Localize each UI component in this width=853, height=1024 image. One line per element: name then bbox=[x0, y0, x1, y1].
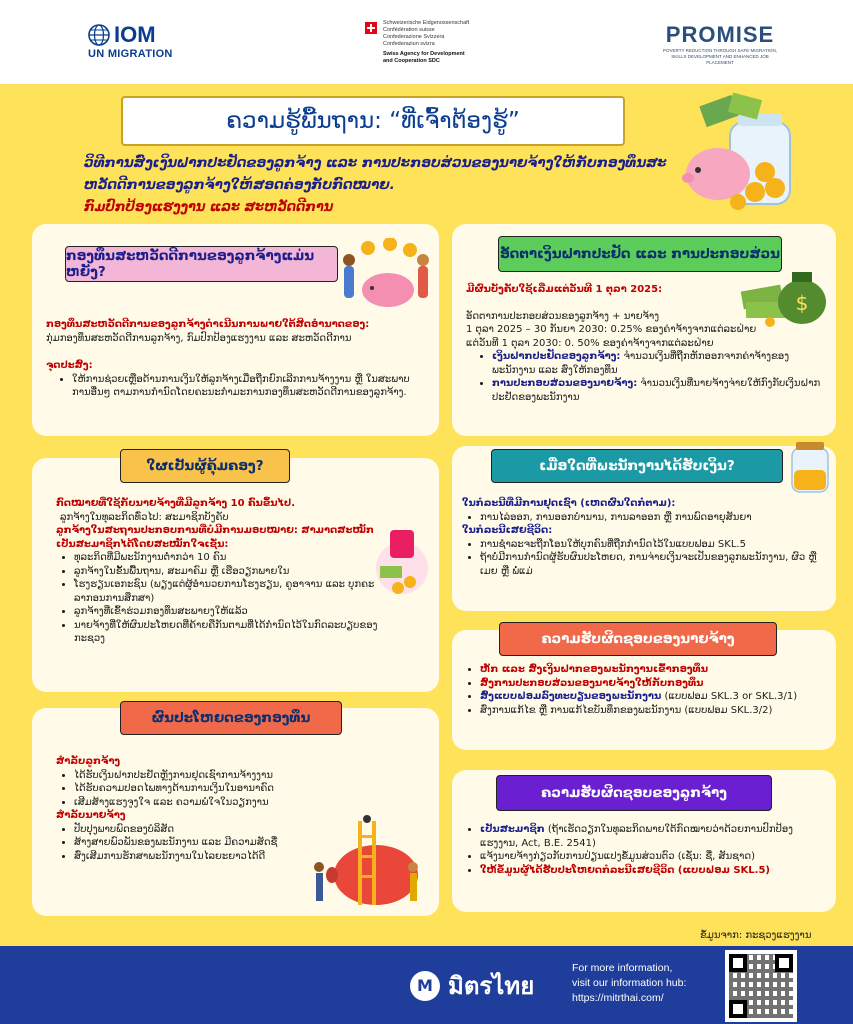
list-item: • ໂຮງຮຽນເອກະຊົນ (ພຽງແຕ່ຜູ້ອຳນວຍການໂຮງຮຽນ, ຄູອາຈານ ແລະ ບຸກຄະລາກອນການສຶກສາ) bbox=[74, 578, 386, 605]
swiss-line: Confederaziun svizra bbox=[383, 41, 435, 47]
page-title: ຄວາມຮູ້ພື້ນຖານ: “ທີ່ເຈົ້າຕ້ອງຮູ້” bbox=[226, 108, 520, 134]
list-item: • ການຊຳລະຈະຖືກໂອນໃຫ້ບຸກຄົນທີ່ຖືກກຳນົດໄວ້ໃນແບບຟອມ SKL.5 bbox=[480, 538, 824, 552]
card2-rate-line: ອັດຕາການປະກອບສ່ວນຂອງລູກຈ້າງ + ນາຍຈ້າງ bbox=[466, 310, 660, 322]
list-item: • ປັບປຸງພາບພົດຂອງບໍລິສັດ bbox=[74, 823, 316, 837]
iom-subtitle: UN MIGRATION bbox=[88, 48, 173, 60]
department-name: ກົມປົກປ້ອງແຮງງານ ແລະ ສະຫວັດດີການ bbox=[84, 200, 334, 215]
list-item: • ສົ່ງການແກ້ໄຂ ຫຼື ການແກ້ໄຂບັນທຶກຂອງພະນັກງານ (ແບບຟອມ SKL.3/2) bbox=[480, 704, 824, 718]
list-item: • ສົ່ງເສີມການຮັກສາພະນັກງານໃນໄລຍະຍາວໄດ້ດີ bbox=[74, 850, 316, 864]
piggy-bank-jar-illustration bbox=[680, 92, 810, 214]
card6-title-text: ຜົນປະໂຫຍດຂອງກອງທຶນ bbox=[151, 710, 311, 726]
footer-info-line: For more information, bbox=[572, 962, 673, 974]
promise-sub: SKILLS DEVELOPMENT AND ENHANCED JOB PLACEMENT bbox=[671, 54, 769, 65]
card2-body bbox=[466, 283, 821, 404]
card3-body bbox=[56, 497, 386, 646]
card4-death-label: ໃນກໍລະນີເສຍຊີວິດ: bbox=[462, 525, 553, 536]
card1-authority-text: ກຸ່ມກອງທຶນສະຫວັດດີການລູກຈ້າງ, ກົມປົກປ້ອງແຮງງານ ແລະ ສະຫວັດດີການ bbox=[46, 332, 352, 344]
card7-title-text: ຄວາມຮັບຜິດຊອບຂອງລູກຈ້າງ bbox=[541, 785, 727, 801]
card6-body bbox=[56, 755, 316, 863]
qr-code[interactable] bbox=[725, 950, 797, 1022]
swiss-line: Confédération suisse bbox=[383, 27, 435, 33]
list-item: • ໃຫ້ຂໍ້ມູນຜູ້ໄດ້ຮັບປະໂຫຍດກໍລະນີເສຍຊີວິດ (ແບບຟອມ SKL.5) bbox=[480, 864, 824, 878]
list-item: • ເປັນສະມາຊິກ (ຖ້າເຮັດວຽກໃນທຸລະກິດພາຍໃຕ້ກົດໝາຍວ່າດ້ວຍການປົກປ້ອງແຮງງານ, Act, B.E. 2541) bbox=[480, 823, 824, 850]
list-item: • ນາຍຈ້າງທີ່ໃຫ້ຜົນປະໂຫຍດທີ່ຄ້າຍຄືກັນຕາມທີ່ໄດ້ກຳນົດໄວ້ໃນກົດລະບຽບຂອງກະຊວງ bbox=[74, 619, 386, 646]
card5-title bbox=[499, 622, 777, 656]
swiss-agency: and Cooperation SDC bbox=[383, 58, 440, 64]
card2-effective-label: ມີຜົນບັງຄັບໃຊ້ເລີ່ມແຕ່ວັນທີ 1 ຕຸລາ 2025: bbox=[466, 284, 663, 295]
list-item: • ການໄລ່ອອກ, ການອອກບໍານານ, ການລາອອກ ຫຼື ການພົດອາຍຸສັນຍາ bbox=[480, 511, 824, 525]
list-item: • ສົ່ງແບບຟອມລົງທະບຽນຂອງພະນັກງານ (ແບບຟອມ SKL.3 or SKL.3/1) bbox=[480, 690, 824, 704]
swiss-logo bbox=[365, 20, 469, 65]
list-item: • ເສີມສ້າງແຮງຈູງໃຈ ແລະ ຄວາມພໍໃຈໃນວຽກງານ bbox=[74, 796, 316, 810]
savings-jar-icon bbox=[788, 440, 832, 496]
card7-title bbox=[496, 775, 772, 811]
card4-body bbox=[462, 497, 824, 578]
card4-termination-label: ໃນກໍລະນີທີ່ມີການຢຸດເຊົາ (ເຫດຜົນໃດກໍ່ຕາມ): bbox=[462, 498, 676, 509]
card1-title bbox=[65, 246, 338, 282]
piggy-ladder-illustration bbox=[306, 815, 434, 911]
mitrthai-logo bbox=[410, 966, 534, 1005]
un-globe-icon bbox=[88, 24, 110, 46]
swiss-agency: Swiss Agency for Development bbox=[383, 51, 465, 57]
footer-info-line: visit our information hub: bbox=[572, 977, 687, 989]
card6-title bbox=[120, 701, 342, 735]
promise-sub: POVERTY REDUCTION THROUGH SAFE MIGRATION, bbox=[663, 48, 777, 53]
qr-finder bbox=[729, 1000, 747, 1018]
list-item: • ການປະກອບສ່ວນຂອງນາຍຈ້າງ: ຈຳນວນເງິນທີ່ນາຍຈ້າງຈ່າຍໃຫ້ກົງກັບເງິນຝາກປະຢັດຂອງພະນັກງານ bbox=[492, 377, 821, 404]
card3-general: ລູກຈ້າງໃນທຸລະກິດທົ່ວໄປ: ສະມາຊິກບັງຄັບ bbox=[60, 511, 229, 523]
card2-rate-line: ແຕ່ວັນທີ 1 ຕຸລາ 2030: 0. 50% ຂອງຄ່າຈ້າງຈາກແຕ່ລະຝ່າຍ bbox=[466, 337, 714, 349]
list-item: • ທຸລະກິດທີ່ມີພະນັກງານຕ່ຳກວ່າ 10 ຄົນ bbox=[74, 551, 386, 565]
qr-finder bbox=[729, 954, 747, 972]
list-item: • ສົ່ງການປະກອບສ່ວນຂອງນາຍຈ້າງໃຫ້ກັບກອງທຶນ bbox=[480, 677, 824, 691]
card3-title bbox=[120, 449, 290, 483]
mitrthai-logo-icon: M bbox=[410, 971, 440, 1001]
swiss-flag-icon bbox=[365, 22, 377, 34]
header-bar bbox=[0, 0, 853, 84]
footer-link[interactable]: https://mitrthai.com/ bbox=[572, 992, 664, 1004]
promise-name: PROMISE bbox=[665, 22, 775, 47]
page-title-box bbox=[121, 96, 625, 146]
card3-title-text: ໃຜເປັນຜູ້ຄຸ້ມຄອງ? bbox=[146, 458, 264, 474]
list-item: • ໄດ້ຮັບຄວາມປອດໄພທາງດ້ານການເງິນໃນອານາຄົດ bbox=[74, 782, 316, 796]
card1-title-text: ກອງທຶນສະຫວັດດີການຂອງລູກຈ້າງແມ່ນຫຍັງ? bbox=[66, 248, 315, 280]
card2-title-text: ອັດຕາເງິນຝາກປະຢັດ ແລະ ການປະກອບສ່ວນ bbox=[500, 246, 780, 262]
list-item: • ລູກຈ້າງໃນຂັ້ນພື້ນຖານ, ສະມາຄົມ ຫຼື ເຮືອວຽກພາຍໃນ bbox=[74, 565, 386, 579]
mitrthai-logo-text: มิตรไทย bbox=[448, 972, 535, 1000]
card1-purpose-label: ຈຸດປະສົງ: bbox=[46, 360, 93, 371]
card4-title bbox=[491, 449, 783, 483]
svg-text:$: $ bbox=[795, 291, 809, 315]
iom-logo-text: IOM bbox=[114, 22, 156, 47]
list-item: • ຖ້າບໍ່ມີການກຳນົດຜູ້ຮັບຜົນປະໂຫຍດ, ການຈ່າຍເງິນຈະເປັນຂອງລູກພະນັກງານ, ຜົວ ຫຼື ເມຍ ຫຼື ພໍ່ແມ່ bbox=[480, 551, 824, 578]
list-item: • ຫັກ ແລະ ສົ່ງເງິນຝາກຂອງພະນັກງານເຂົ້າກອງທຶນ bbox=[480, 663, 824, 677]
card3-law-label: ກົດໝາຍທີ່ໃຊ້ກັບນາຍຈ້າງທີ່ມີລູກຈ້າງ 10 ຄົນຂຶ້ນໄປ. bbox=[56, 498, 295, 509]
list-item: • ລູກຈ້າງທີ່ເຂົ້າຮ່ວມກອງທຶນສະພາຍງໃຫ້ແລ້ວ bbox=[74, 605, 386, 619]
footer-info bbox=[572, 961, 686, 1006]
people-piggy-illustration bbox=[338, 238, 434, 312]
source-note: ຂໍ້ມູນຈາກ: ກະຊວງແຮງງານ bbox=[700, 930, 812, 941]
card6-employee-label: ສຳລັບລູກຈ້າງ bbox=[56, 756, 121, 767]
card1-body bbox=[46, 318, 426, 400]
swiss-line: Confederazione Svizzera bbox=[383, 34, 445, 40]
card3-voluntary-label: ລູກຈ້າງໃນສະຖານປະກອບການທີ່ບໍ່ມີການມອບໝາຍ: ສາມາດສະໝັກເປັນສະມາຊິກໄດ້ໂດຍສະໝັກໃຈເຊັ່ນ: bbox=[56, 525, 374, 550]
card6-employer-label: ສຳລັບນາຍຈ້າງ bbox=[56, 810, 126, 821]
card5-title-text: ຄວາມຮັບຜິດຊອບຂອງນາຍຈ້າງ bbox=[541, 631, 735, 647]
promise-logo bbox=[660, 22, 780, 66]
list-item: • ໃຫ້ການຊ່ວຍເຫຼືອດ້ານການເງິນໃຫ້ລູກຈ້າງເມື່ອຖືກຍົກເລີກການຈ້າງງານ ຫຼື ໃນສະພາບການອື່ນໆ ຕາມການກຳນົດໂດຍຄະນະກຳມະການກອງທຶນສະຫວັດດີການຂອງລູກຈ້າງ. bbox=[72, 373, 426, 400]
card7-body bbox=[462, 823, 824, 877]
iom-logo bbox=[88, 22, 173, 60]
list-item: • ແຈ້ງນາຍຈ້າງກ່ຽວກັບການປ່ຽນແປງຂໍ້ມູນສ່ວນຕົວ (ເຊັ່ນ: ຊື່, ສັນຊາດ) bbox=[480, 850, 824, 864]
card1-authority-label: ກອງທຶນສະຫວັດດີການຂອງລູກຈ້າງດຳເນີນການພາຍໃຕ້ສິດອຳນາດຂອງ: bbox=[46, 319, 370, 330]
card2-rate-line: 1 ຕຸລາ 2025 – 30 ກັນຍາ 2030: 0.25% ຂອງຄ່າຈ້າງຈາກແຕ່ລະຝ່າຍ bbox=[466, 324, 757, 335]
list-item: • ໄດ້ຮັບເງິນຝາກປະຢັດຫຼັງການຢຸດເຊົາການຈ້າງງານ bbox=[74, 769, 316, 783]
card4-title-text: ເມື່ອໃດທີ່ພະນັກງານໄດ້ຮັບເງິນ? bbox=[539, 458, 735, 474]
qr-finder bbox=[775, 954, 793, 972]
swiss-line: Schweizerische Eidgenossenschaft bbox=[383, 20, 470, 26]
list-item: • ເງິນຝາກປະຢັດຂອງລູກຈ້າງ: ຈຳນວນເງິນທີ່ຖືກຫັກອອກຈາກຄ່າຈ້າງຂອງພະນັກງານ ແລະ ສົ່ງໃຫ້ກອງທຶນ bbox=[492, 350, 821, 377]
page-subtitle: ວິທີການສົ່ງເງິນຝາກປະຢັດຂອງລູກຈ້າງ ແລະ ການປະກອບສ່ວນຂອງນາຍຈ້າງໃຫ້ກັບກອງທຶນສະຫວັດດີການຂອງລູກຈ້າງໃຫ້ສອດຄ່ອງກັບກົດໝາຍ. bbox=[84, 155, 667, 193]
card5-body bbox=[462, 663, 824, 717]
list-item: • ສ້າງສາຍພົວພັນຂອງພະນັກງານ ແລະ ມີຄວາມສັດຊື່ bbox=[74, 836, 316, 850]
